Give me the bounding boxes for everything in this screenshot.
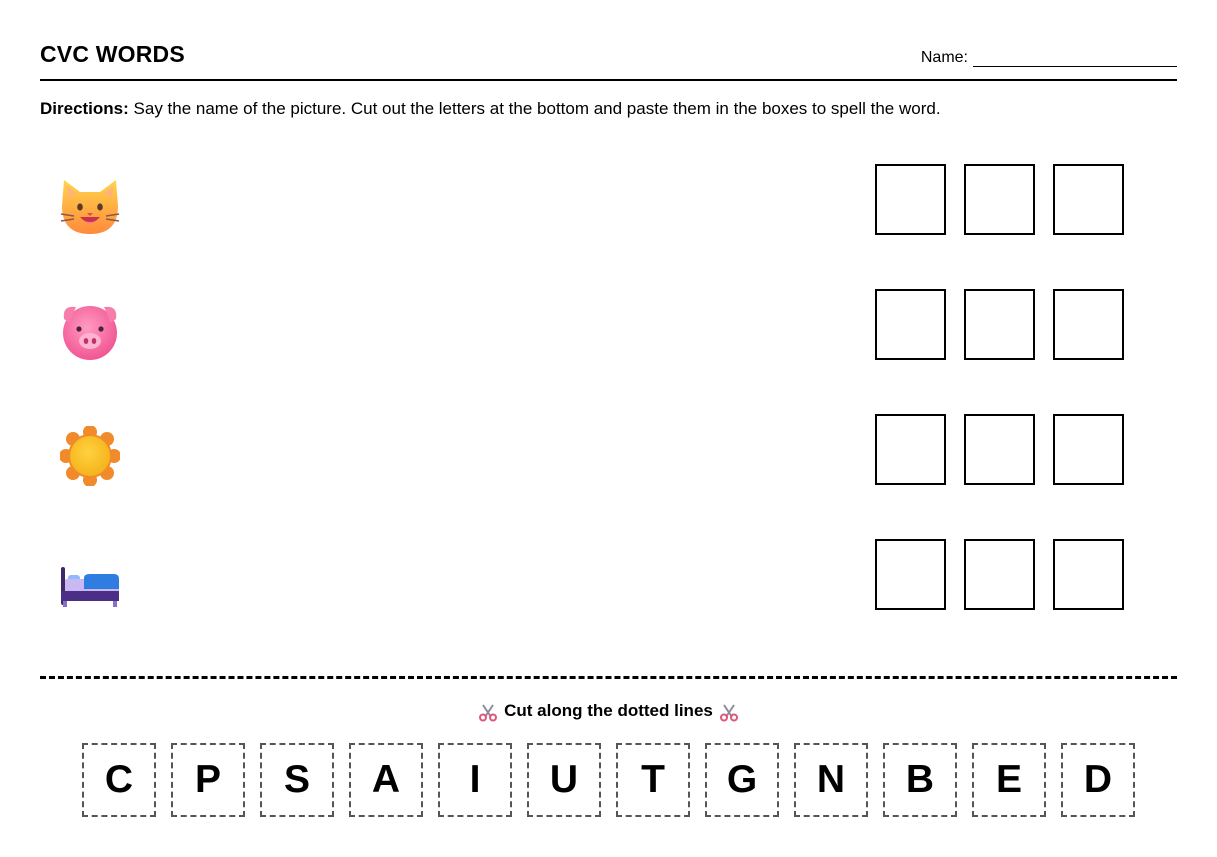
cut-caption-text: Cut along the dotted lines — [504, 701, 713, 720]
letter-box — [875, 539, 946, 610]
letter-tile-t[interactable]: T — [616, 743, 690, 817]
letter-box — [1053, 414, 1124, 485]
letter-tile-d[interactable]: D — [1061, 743, 1135, 817]
dotted-cut-line — [40, 676, 1177, 679]
letter-box — [875, 289, 946, 360]
page-title: CVC WORDS — [40, 41, 185, 67]
letter-box — [875, 164, 946, 235]
sun-icon — [60, 426, 120, 486]
letter-box — [964, 164, 1035, 235]
word-row-2 — [40, 289, 1177, 365]
letter-box — [964, 289, 1035, 360]
letter-box — [964, 414, 1035, 485]
letter-tile-i[interactable]: I — [438, 743, 512, 817]
letter-box — [1053, 539, 1124, 610]
pig-face-icon — [60, 301, 120, 361]
bed-icon — [60, 551, 120, 611]
cat-face-icon — [60, 176, 120, 236]
cut-instructions — [0, 701, 1217, 722]
word-row-3 — [40, 414, 1177, 490]
name-blank-line — [973, 49, 1177, 67]
worksheet-header — [40, 40, 1177, 81]
letter-tile-c[interactable]: C — [82, 743, 156, 817]
scissors-icon — [719, 702, 739, 722]
name-field — [921, 49, 1177, 67]
letter-box — [875, 414, 946, 485]
letter-tile-u[interactable]: U — [527, 743, 601, 817]
letter-tile-a[interactable]: A — [349, 743, 423, 817]
directions — [40, 99, 941, 119]
letter-box — [1053, 289, 1124, 360]
letter-tile-e[interactable]: E — [972, 743, 1046, 817]
word-row-1 — [40, 164, 1177, 240]
directions-text: Say the name of the picture. Cut out the letters at the bottom and paste them in the boxes to spell the word. — [128, 99, 941, 118]
directions-label: Directions: — [40, 99, 129, 118]
letter-tile-g[interactable]: G — [705, 743, 779, 817]
scissors-icon — [478, 702, 498, 722]
letter-tile-n[interactable]: N — [794, 743, 868, 817]
letter-box — [1053, 164, 1124, 235]
letter-tile-p[interactable]: P — [171, 743, 245, 817]
word-row-4 — [40, 539, 1177, 615]
letter-tile-b[interactable]: B — [883, 743, 957, 817]
name-label: Name: — [920, 49, 968, 66]
letter-box — [964, 539, 1035, 610]
letter-tile-s[interactable]: S — [260, 743, 334, 817]
